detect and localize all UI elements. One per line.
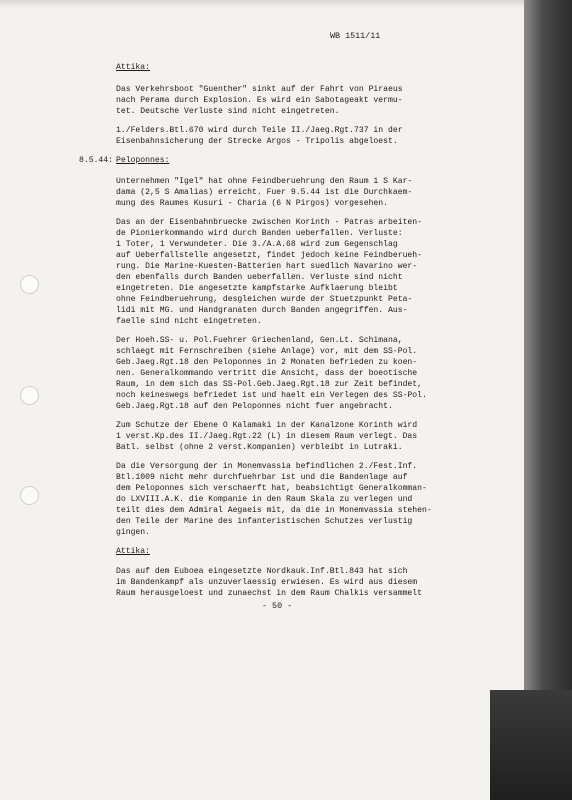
page-number: - 50 - bbox=[262, 601, 293, 611]
document-reference: WB 1511/11 bbox=[330, 31, 381, 41]
page-top-edge bbox=[0, 0, 524, 8]
text-line: den ebenfalls durch Banden ueberfallen. Verluste sind nicht bbox=[116, 273, 403, 282]
text-line: teilt dies dem Admiral Aegaeis mit, da die in Monemvassia stehen- bbox=[116, 506, 432, 515]
text-line: 1./Felders.Btl.670 wird durch Teile II./Jaeg.Rgt.737 in der bbox=[116, 126, 403, 135]
punch-hole bbox=[20, 486, 39, 505]
punch-hole bbox=[20, 275, 39, 294]
text-line: Raum herausgeloest und zunaechst in dem Raum Chalkis versammelt bbox=[116, 589, 422, 598]
text-line: den Teile der Marine des infanteristischen Schutzes verlustig bbox=[116, 517, 413, 526]
text-line: tet. Deutsche Verluste sind nicht eingetreten. bbox=[116, 107, 340, 116]
text-line: Unternehmen "Igel" hat ohne Feindberuehrung den Raum 1 S Kar- bbox=[116, 177, 413, 186]
text-line: mung des Raumes Kusuri - Charia (6 N Pirgos) vorgesehen. bbox=[116, 199, 388, 208]
text-line: Geb.Jaeg.Rgt.18 den Peloponnes in 2 Monaten befrieden zu koen- bbox=[116, 358, 418, 367]
text-line: dama (2,5 S Amalias) erreicht. Fuer 9.5.44 ist die Durchkaem- bbox=[116, 188, 413, 197]
text-line: faelle sind nicht eingetreten. bbox=[116, 317, 262, 326]
text-line: lidi mit MG. und Handgranaten durch Banden angegriffen. Aus- bbox=[116, 306, 408, 315]
text-line: noch keineswegs befriedet ist und haelt ein Verlegen des SS-Pol. bbox=[116, 391, 427, 400]
text-line: Btl.1009 nicht mehr durchfuehrbar ist und die Bandenlage auf bbox=[116, 473, 408, 482]
text-line: 1 verst.Kp.des II./Jaeg.Rgt.22 (L) in diesem Raum verlegt. Das bbox=[116, 432, 418, 441]
text-line: auf Ueberfallstelle angesetzt, findet jedoch keine Feindberueh- bbox=[116, 251, 422, 260]
text-line: Das an der Eisenbahnbruecke zwischen Korinth - Patras arbeiten- bbox=[116, 218, 422, 227]
text-line: ohne Feindberuehrung, desgleichen wurde der Stuetzpunkt Peta- bbox=[116, 295, 413, 304]
text-line: dem Peloponnes sich verschaerft hat, beabsichtigt Generalkomman- bbox=[116, 484, 427, 493]
text-line: Das auf dem Euboea eingesetzte Nordkauk.Inf.Btl.843 hat sich bbox=[116, 567, 408, 576]
text-line: nach Perama durch Explosion. Es wird ein Sabotageakt vermu- bbox=[116, 96, 403, 105]
text-line: Der Hoeh.SS- u. Pol.Fuehrer Griechenland, Gen.Lt. Schimana, bbox=[116, 336, 403, 345]
text-line: Batl. selbst (ohne 2 verst.Kompanien) verbleibt in Lutraki. bbox=[116, 443, 403, 452]
text-line: Eisenbahnsicherung der Strecke Argos - Tripolis abgeloest. bbox=[116, 137, 398, 146]
text-line: Raum, in dem sich das SS-Pol.Geb.Jaeg.Rgt.18 zur Zeit befindet, bbox=[116, 380, 422, 389]
section-heading: Attika: bbox=[116, 547, 150, 556]
punch-hole bbox=[20, 386, 39, 405]
text-line: schlaegt mit Fernschreiben (siehe Anlage) vor, mit dem SS-Pol. bbox=[116, 347, 418, 356]
section-heading: Peloponnes: bbox=[116, 156, 170, 165]
text-line: nen. Generalkommando vertritt die Ansicht, dass der boeotische bbox=[116, 369, 418, 378]
text-line: 1 Toter, 1 Verwundeter. Die 3./A.A.68 wird zum Gegenschlag bbox=[116, 240, 398, 249]
text-line: rung. Die Marine-Kuesten-Batterien hart suedlich Navarino wer- bbox=[116, 262, 418, 271]
text-line: Geb.Jaeg.Rgt.18 auf den Peloponnes nicht fuer angebracht. bbox=[116, 402, 393, 411]
text-line: de Pionierkommando wird durch Banden ueberfallen. Verluste: bbox=[116, 229, 403, 238]
entry-date: 8.5.44: bbox=[79, 156, 113, 165]
scan-shadow-right bbox=[524, 0, 572, 800]
text-line: do LXVIII.A.K. die Kompanie in den Raum Skala zu verlegen und bbox=[116, 495, 413, 504]
text-line: im Bandenkampf als unzuverlaessig erwiesen. Es wird aus diesem bbox=[116, 578, 418, 587]
scan-shadow-corner bbox=[490, 690, 572, 800]
text-line: Da die Versorgung der in Monemvassia befindlichen 2./Fest.Inf. bbox=[116, 462, 418, 471]
text-line: Zum Schutze der Ebene O Kalamaki in der Kanalzone Korinth wird bbox=[116, 421, 418, 430]
text-line: eingetreten. Die angesetzte kampfstarke Aufklaerung bleibt bbox=[116, 284, 398, 293]
section-heading: Attika: bbox=[116, 63, 150, 72]
text-line: gingen. bbox=[116, 528, 150, 537]
text-line: Das Verkehrsboot "Guenther" sinkt auf der Fahrt von Piraeus bbox=[116, 85, 403, 94]
